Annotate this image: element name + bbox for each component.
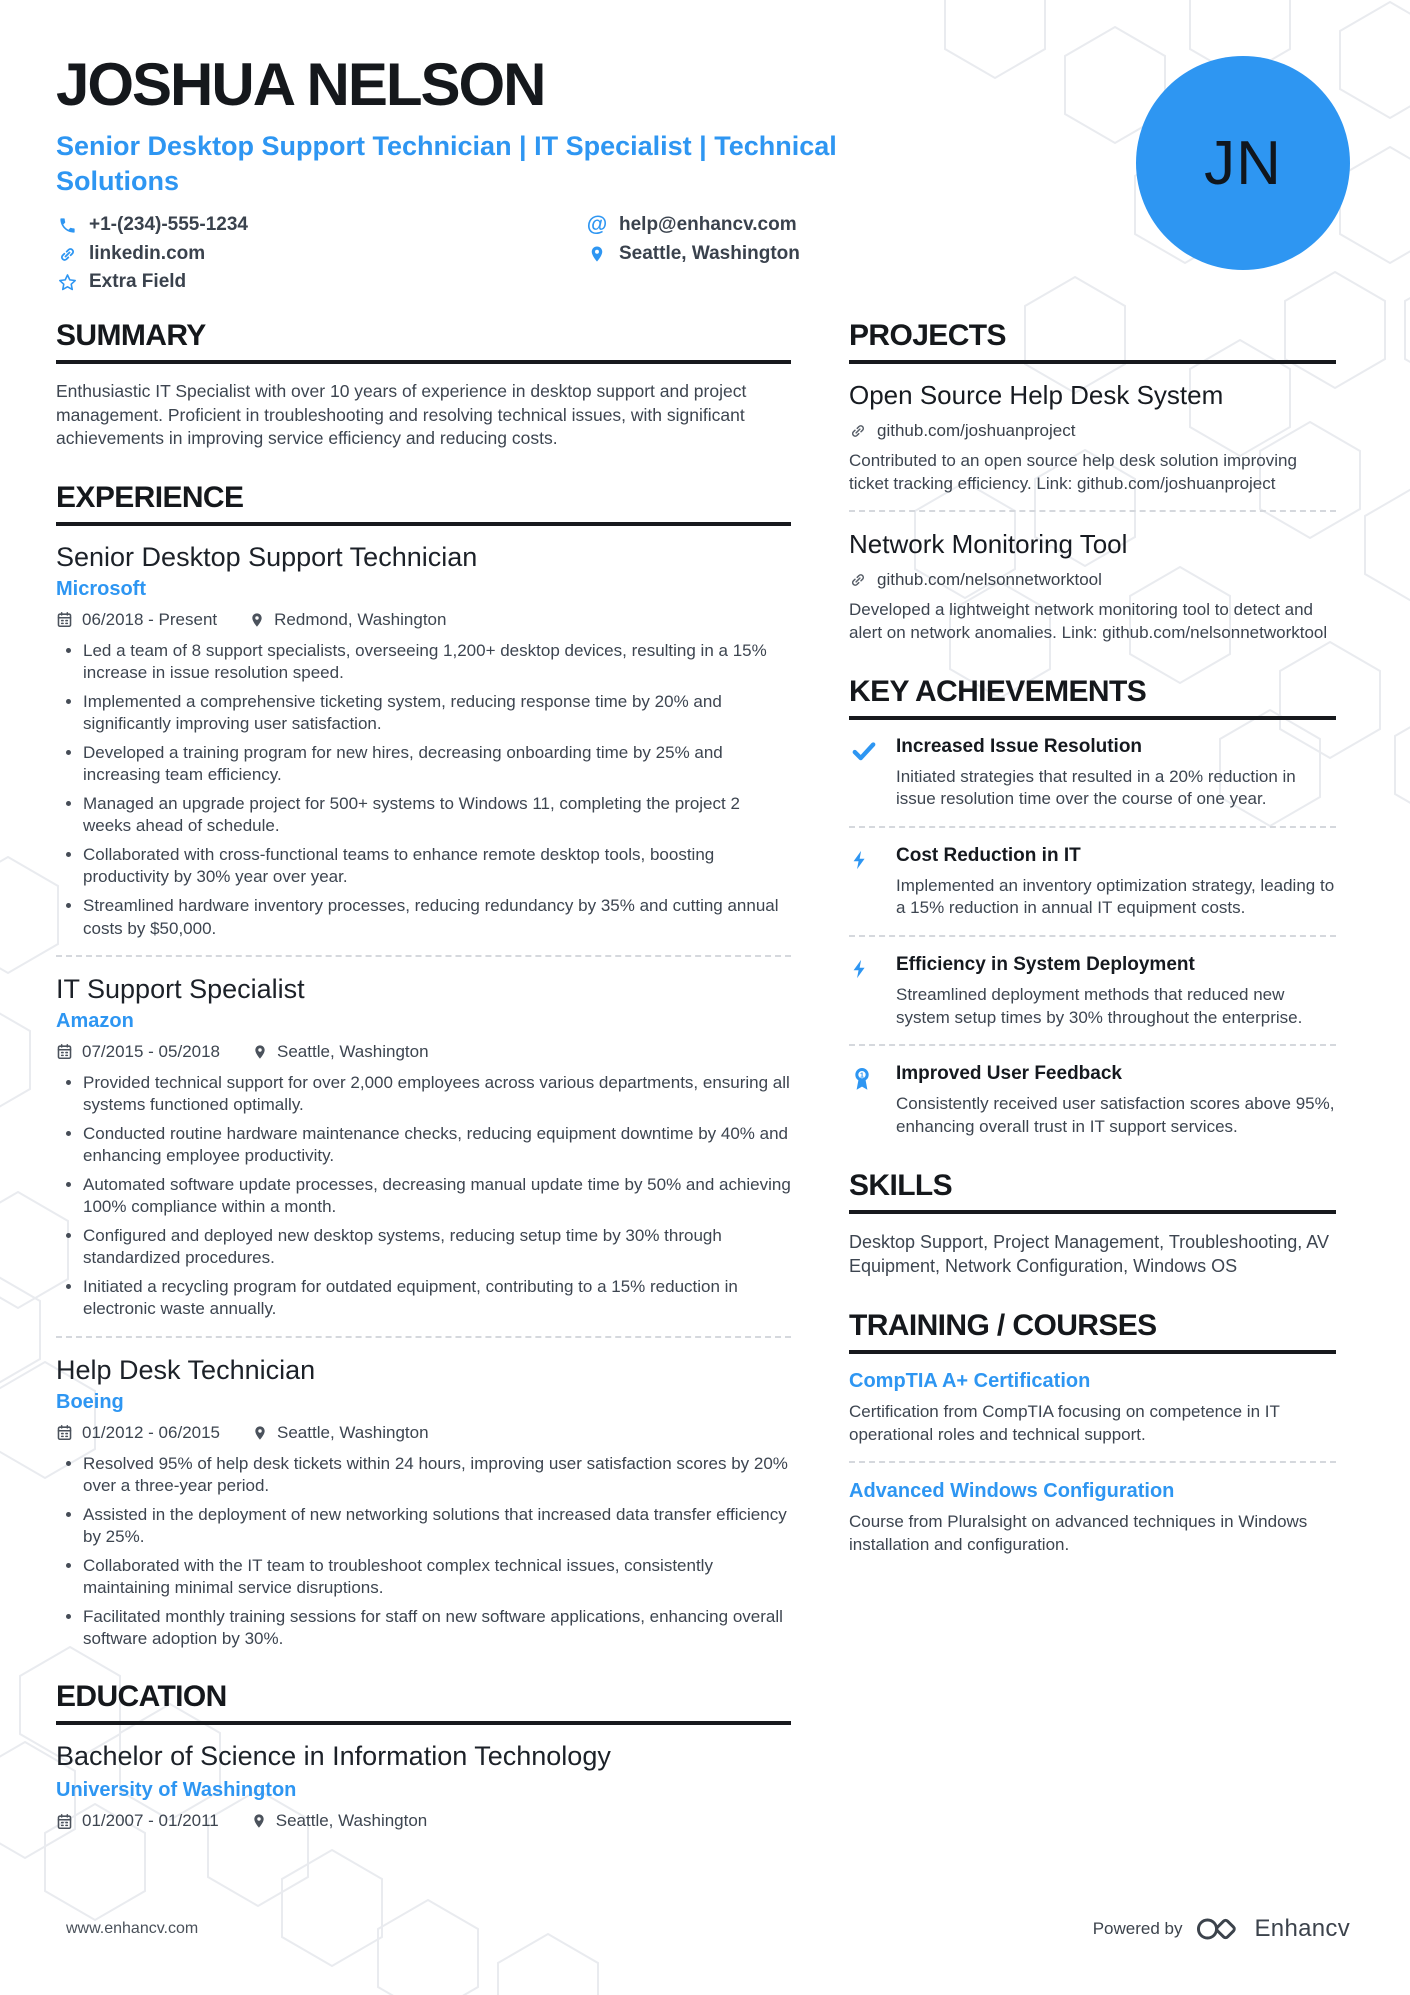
project-description: Developed a lightweight network monitoring tool to detect and alert on network anomalies. Link: github.com/nelsonnetworktool	[849, 600, 1328, 643]
contact-location-value: Seattle, Washington	[619, 243, 800, 265]
achievement-body	[896, 736, 1336, 811]
bullet-item: • Developed a training program for new hires, decreasing onboarding time by 25% and increasing team efficiency.	[83, 742, 791, 786]
bullet-item: • Implemented a comprehensive ticketing system, reducing response time by 20% and significantly improving user satisfaction.	[83, 691, 791, 735]
project-description: Contributed to an open source help desk solution improving ticket tracking efficiency. Link: github.com/joshuanproject	[849, 451, 1297, 493]
location-pin-icon	[249, 612, 265, 628]
job-location: Seattle, Washington	[252, 1042, 429, 1062]
enhancv-logo-icon	[1196, 1915, 1242, 1943]
phone-icon	[56, 216, 78, 235]
location-pin-icon	[252, 1425, 268, 1441]
brand-name[interactable]: Enhancv	[1254, 1915, 1350, 1942]
job-title: IT Support Specialist	[56, 973, 305, 1004]
bolt-icon	[849, 845, 896, 920]
summary-text: Enthusiastic IT Specialist with over 10 years of experience in desktop support and project management. Proficient in troubleshooting and resolving technical issues, with significant achievements in improving service efficiency and reducing costs.	[56, 381, 747, 449]
right-column	[849, 319, 1336, 1861]
education-section	[56, 1680, 791, 1831]
svg-text:1: 1	[860, 1072, 864, 1080]
bullet-item: • Automated software update processes, decreasing manual update time by 50% and achieving 100% compliance within a month.	[83, 1174, 791, 1218]
job-entry	[56, 542, 791, 940]
course-description: Certification from CompTIA focusing on competence in IT operational roles and technical support.	[849, 1402, 1280, 1444]
contact-location	[586, 243, 956, 265]
location-pin-icon	[586, 245, 608, 263]
contact-linkedin	[56, 243, 586, 265]
footer	[0, 1915, 1410, 1943]
bullet-item: • Configured and deployed new desktop systems, reducing setup time by 30% through standardized procedures.	[83, 1225, 791, 1269]
divider	[849, 1044, 1336, 1046]
skills-heading: SKILLS	[849, 1169, 1336, 1214]
project-link-url[interactable]: github.com/joshuanproject	[877, 421, 1076, 441]
achievement-body	[896, 954, 1336, 1029]
education-location: Seattle, Washington	[251, 1811, 428, 1831]
achievement-description: Initiated strategies that resulted in a 20% reduction in issue resolution time over the course of one year.	[896, 766, 1296, 809]
bullet-item: • Initiated a recycling program for outdated equipment, contributing to a 15% reduction in electronic waste annually.	[83, 1276, 791, 1320]
project-link-url[interactable]: github.com/nelsonnetworktool	[877, 570, 1102, 590]
link-icon	[56, 245, 78, 264]
powered-by	[1093, 1915, 1350, 1943]
experience-section	[56, 481, 791, 1651]
achievement-description: Implemented an inventory optimization strategy, leading to a 15% reduction in annual IT equipment costs.	[896, 875, 1335, 918]
job-location: Seattle, Washington	[252, 1423, 429, 1443]
job-dates: 06/2018 - Present	[56, 610, 217, 630]
bullet-item: • Led a team of 8 support specialists, overseeing 1,200+ desktop devices, resulting in a 15% increase in issue resolution speed.	[83, 640, 791, 684]
achievement-entry	[849, 954, 1336, 1029]
resume-body	[0, 293, 1410, 1861]
job-dates: 01/2012 - 06/2015	[56, 1423, 220, 1443]
achievement-description: Consistently received user satisfaction scores above 95%, enhancing overall trust in IT support services.	[896, 1094, 1335, 1136]
contact-email	[586, 213, 956, 237]
medal-icon	[849, 1063, 896, 1138]
divider	[849, 1461, 1336, 1463]
achievement-body	[896, 845, 1336, 920]
candidate-headline: Senior Desktop Support Technician | IT Specialist | Technical Solutions	[56, 131, 837, 197]
project-entry	[849, 380, 1336, 495]
location-pin-icon	[251, 1813, 267, 1829]
bullet-item: • Resolved 95% of help desk tickets within 24 hours, improving user satisfaction scores by 20% over a three-year period.	[83, 1453, 791, 1497]
calendar-icon	[56, 1813, 73, 1830]
project-link	[849, 421, 1336, 441]
contact-info	[56, 213, 956, 293]
bullet-item: • Facilitated monthly training sessions for staff on new software applications, enhancing overall software adoption by 30%.	[83, 1606, 791, 1650]
job-company: Microsoft	[56, 577, 146, 600]
job-meta	[56, 610, 791, 630]
education-heading: EDUCATION	[56, 1680, 791, 1725]
course-title: Advanced Windows Configuration	[849, 1480, 1175, 1503]
at-icon: @	[586, 213, 608, 237]
achievement-title: Increased Issue Resolution	[896, 735, 1143, 757]
training-section	[849, 1309, 1336, 1556]
divider	[849, 826, 1336, 828]
divider	[56, 955, 791, 957]
education-school: University of Washington	[56, 1779, 297, 1802]
footer-site-url[interactable]: www.enhancv.com	[66, 1920, 199, 1937]
project-title: Network Monitoring Tool	[849, 529, 1128, 560]
contact-phone-value[interactable]: +1-(234)-555-1234	[89, 214, 248, 236]
achievement-body	[896, 1063, 1336, 1138]
star-icon	[56, 273, 78, 292]
bullet-item: • Collaborated with the IT team to troubleshoot complex technical issues, consistently maintaining minimal service disruptions.	[83, 1555, 791, 1599]
projects-heading: PROJECTS	[849, 319, 1336, 364]
project-title: Open Source Help Desk System	[849, 380, 1224, 411]
achievements-heading: KEY ACHIEVEMENTS	[849, 675, 1336, 720]
projects-section	[849, 319, 1336, 644]
location-pin-icon	[252, 1044, 268, 1060]
education-degree: Bachelor of Science in Information Technology	[56, 1741, 611, 1772]
job-dates: 07/2015 - 05/2018	[56, 1042, 220, 1062]
course-entry	[849, 1480, 1336, 1556]
achievement-title: Efficiency in System Deployment	[896, 954, 1195, 976]
education-meta	[56, 1811, 791, 1831]
contact-email-value[interactable]: help@enhancv.com	[619, 214, 797, 236]
avatar	[1136, 56, 1350, 270]
calendar-icon	[56, 1043, 73, 1060]
course-title: CompTIA A+ Certification	[849, 1370, 1091, 1393]
contact-extra-field	[56, 271, 586, 293]
achievements-section	[849, 675, 1336, 1139]
achievement-entry	[849, 845, 1336, 920]
summary-section	[56, 319, 791, 450]
bullet-item: • Conducted routine hardware maintenance checks, reducing equipment downtime by 40% and enhancing employee productivity.	[83, 1123, 791, 1167]
job-meta	[56, 1042, 791, 1062]
education-dates: 01/2007 - 01/2011	[56, 1811, 219, 1831]
header	[0, 0, 1410, 293]
experience-heading: EXPERIENCE	[56, 481, 791, 526]
bullet-item: • Provided technical support for over 2,000 employees across various departments, ensuring all systems functioned optimally.	[83, 1072, 791, 1116]
job-bullets	[56, 1453, 791, 1651]
achievement-entry	[849, 1063, 1336, 1138]
bullet-item: • Streamlined hardware inventory processes, reducing redundancy by 35% and cutting annual costs by $50,000.	[83, 895, 791, 939]
course-description: Course from Pluralsight on advanced techniques in Windows installation and configuration.	[849, 1512, 1308, 1554]
achievement-entry	[849, 736, 1336, 811]
bolt-icon	[849, 954, 896, 1029]
calendar-icon	[56, 1424, 73, 1441]
job-company: Boeing	[56, 1390, 124, 1413]
link-icon	[849, 422, 867, 440]
achievement-title: Cost Reduction in IT	[896, 844, 1081, 866]
skills-list: Desktop Support, Project Management, Troubleshooting, AV Equipment, Network Configuration, Windows OS	[849, 1231, 1329, 1277]
job-entry	[56, 1355, 791, 1651]
powered-by-label: Powered by	[1092, 1919, 1183, 1938]
divider	[849, 935, 1336, 937]
divider	[849, 510, 1336, 512]
calendar-icon	[56, 611, 73, 628]
contact-linkedin-value[interactable]: linkedin.com	[89, 243, 206, 265]
summary-heading: SUMMARY	[56, 319, 791, 364]
check-icon	[849, 736, 896, 811]
job-bullets	[56, 1072, 791, 1321]
achievement-title: Improved User Feedback	[896, 1063, 1122, 1085]
job-bullets	[56, 640, 791, 940]
header-identity	[56, 50, 956, 293]
achievement-description: Streamlined deployment methods that reduced new system setup times by 30% throughout the enterprise.	[896, 985, 1303, 1027]
course-entry	[849, 1370, 1336, 1446]
contact-phone	[56, 213, 586, 237]
job-meta	[56, 1423, 791, 1443]
job-entry	[56, 974, 791, 1321]
contact-extra-value: Extra Field	[89, 271, 187, 293]
project-link	[849, 570, 1336, 590]
job-title: Help Desk Technician	[56, 1354, 316, 1385]
avatar-initials: JN	[1204, 128, 1282, 198]
training-heading: TRAINING / COURSES	[849, 1309, 1336, 1354]
link-icon	[849, 571, 867, 589]
job-title: Senior Desktop Support Technician	[56, 541, 478, 572]
job-location: Redmond, Washington	[249, 610, 446, 630]
job-company: Amazon	[56, 1009, 134, 1032]
bullet-item: • Managed an upgrade project for 500+ systems to Windows 11, completing the project 2 weeks ahead of schedule.	[83, 793, 791, 837]
skills-section	[849, 1169, 1336, 1280]
bullet-item: • Assisted in the deployment of new networking solutions that increased data transfer efficiency by 25%.	[83, 1504, 791, 1548]
candidate-name: JOSHUA NELSON	[56, 51, 545, 118]
bullet-item: • Collaborated with cross-functional teams to enhance remote desktop tools, boosting productivity by 30% year over year.	[83, 844, 791, 888]
divider	[56, 1336, 791, 1338]
left-column	[56, 319, 791, 1861]
project-entry	[849, 529, 1336, 644]
